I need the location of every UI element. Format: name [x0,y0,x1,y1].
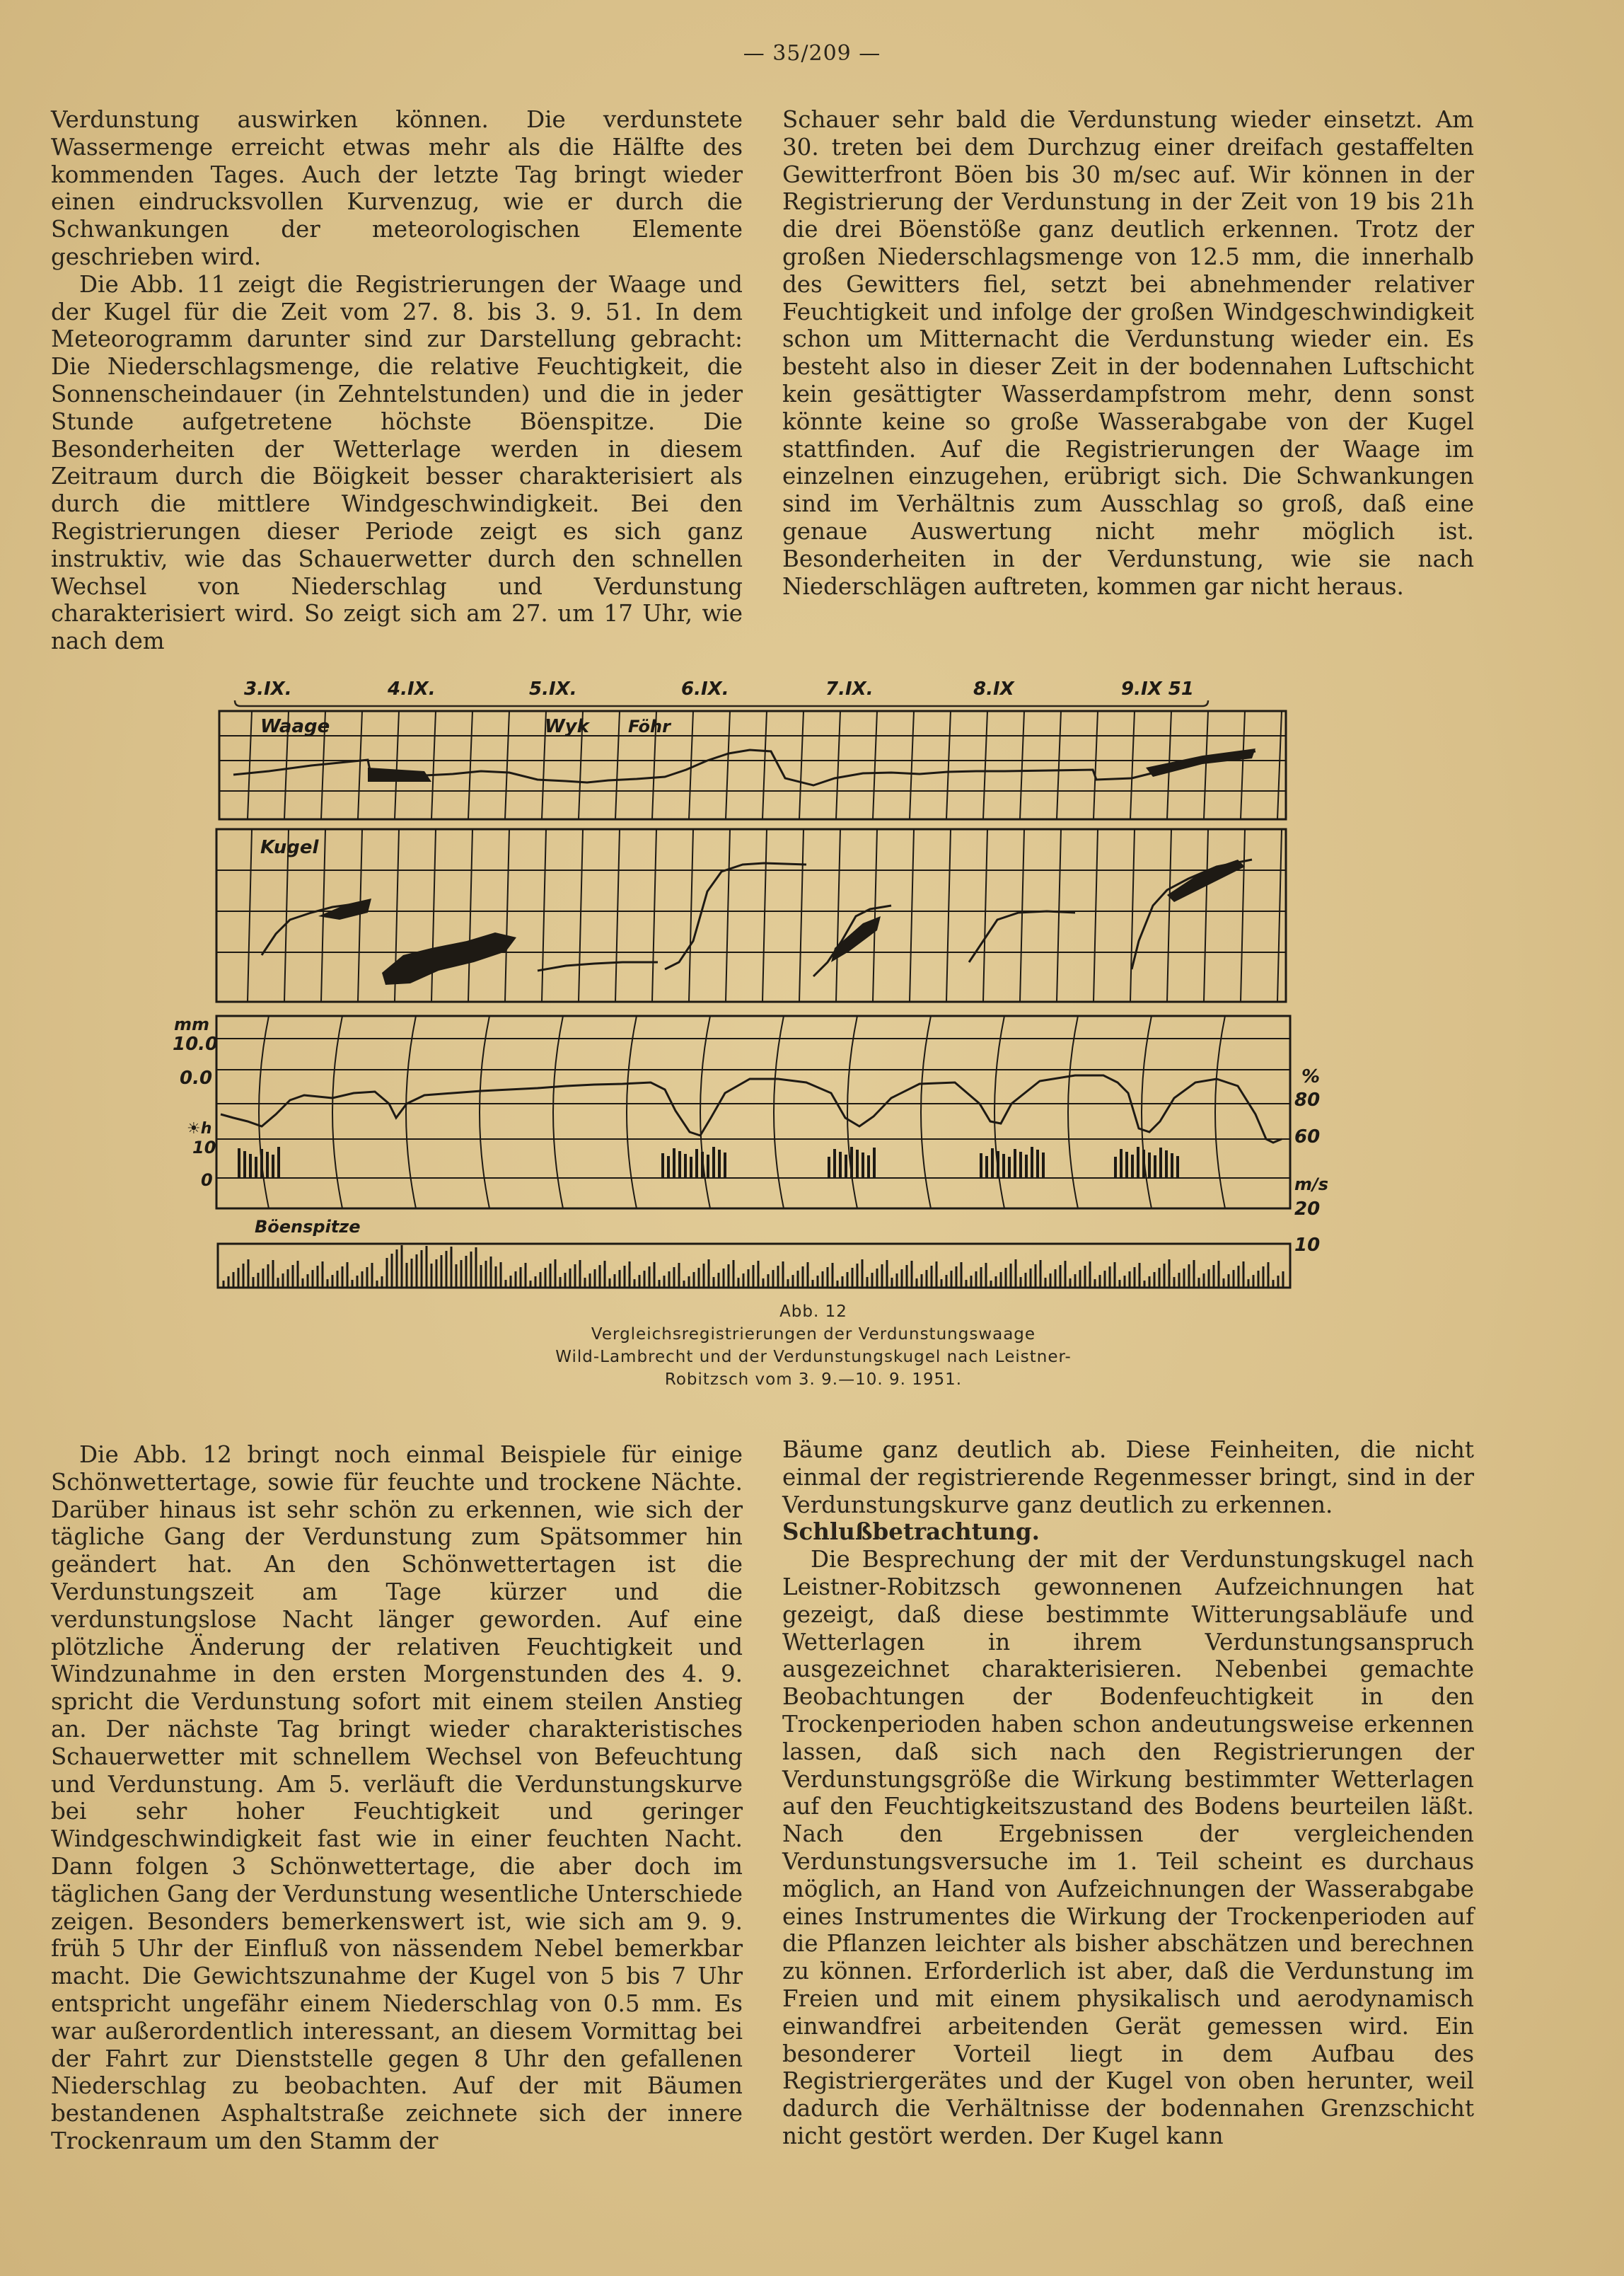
sunshine-bar [255,1157,257,1178]
sunshine-bar [272,1155,274,1178]
grid-line [1204,829,1208,1002]
grid-line [553,1016,563,1208]
grid-line [1241,829,1245,1002]
grid-line [332,1016,342,1208]
sunshine-bar [1137,1147,1139,1178]
sunshine-bar [1142,1150,1145,1178]
grid-line [983,711,987,819]
grid-line [1130,829,1135,1002]
grid-line [799,711,804,819]
grid-line [615,711,620,819]
sun-symbol: ☀h [187,1120,212,1138]
panel-label-waage: Waage [260,716,330,737]
sunshine-bar [678,1151,681,1178]
sunshine-bar [862,1153,864,1178]
grid-line [1241,711,1245,819]
sunshine-bar [867,1155,870,1178]
grid-line [689,711,693,819]
grid-line [1020,829,1024,1002]
sunshine-bar [695,1149,698,1178]
sunshine-bar [1125,1152,1128,1178]
grid-line [505,711,509,819]
grid-line [1215,1016,1225,1208]
grid-line [1130,711,1135,819]
grid-line [1068,1016,1078,1208]
axis-label-10: 10.0 [173,1034,219,1055]
sunshine-bar [1008,1157,1011,1178]
grid-line [468,829,472,1002]
sunshine-bar [980,1153,982,1178]
sunshine-bar [661,1153,664,1178]
grid-line [1094,829,1098,1002]
grid-line [468,711,472,819]
grid-line [1142,1016,1152,1208]
sunshine-bar [1154,1155,1156,1178]
grid-line [406,1016,416,1208]
grid-line [480,1016,489,1208]
grid-line [836,711,840,819]
panel-meteorogram [173,1015,1328,1237]
sunshine-bar [873,1148,876,1178]
sunshine-bar [997,1151,999,1178]
grid-line [946,829,951,1002]
axis-unit-percent: % [1301,1066,1321,1087]
section-heading: Schlußbetrachtung. [782,1518,1040,1546]
grid-line [762,711,767,819]
grid-line [627,1016,637,1208]
gust-bars [224,1245,1283,1288]
sunshine-bar [845,1155,847,1178]
axis-label-20: 20 [1294,1198,1321,1220]
panel-boenspitze [218,1235,1320,1288]
date-label: 7.IX. [825,678,874,700]
grid-line [762,829,767,1002]
paragraph: Bäume ganz deutlich ab. Diese Feinheiten, die nicht einmal der registrierende Regenmesser bringt, sind in der Verdunstungskurve ganz deutlich zu erkennen. [782,1436,1474,1518]
label-fohr: Föhr [628,717,671,736]
sunshine-bar [991,1148,994,1178]
sunshine-bar [1131,1155,1134,1178]
sunshine-bars [238,1147,1179,1178]
sunshine-bar [1014,1149,1016,1178]
grid-line [836,829,840,1002]
sunshine-bar [249,1154,252,1178]
sunshine-bar [1148,1153,1151,1178]
axis-unit-mm: mm [174,1015,210,1034]
date-label: 9.IX 51 [1121,678,1194,700]
sunshine-bar [1114,1157,1117,1178]
grid-line [1167,829,1171,1002]
sunshine-bar [1031,1147,1033,1178]
page-number: — 35/209 — [743,41,881,66]
grid-line [1057,711,1061,819]
sunshine-bar [856,1150,859,1178]
date-label: 4.IX. [388,678,436,700]
sunshine-bar [1159,1148,1162,1178]
sunshine-bar [724,1153,726,1178]
sun-label-0: 0 [201,1170,213,1190]
sunshine-bar [1165,1150,1168,1178]
figure-caption [354,1300,1273,1391]
caption-line: Vergleichsregistrierungen der Verdunstungswaage [591,1325,1036,1344]
paragraph: Die Abb. 11 zeigt die Registrierungen der Waage und der Kugel für die Zeit vom 27. 8. bis 3. 9. 51. In dem Meteorogramm darunter sind zur Darstellung gebracht: Die Niederschlagsmenge, die relative Feuchtigkeit, die Sonnenscheindauer (in Zehntelstunden) und die in jeder Stunde aufgetretene höchste Böenspitze. Die Besonderheiten der Wetterlage werden in diesem Zeitraum durch die Böigkeit besser charakterisiert als durch die mittlere Windgeschwindigkeit. Bei den Registrierungen dieser Periode zeigt es sich ganz instruktiv, wie das Schauerwetter durch den schnellen Wechsel von Niederschlag und Verdunstung charakterisiert wird. So zeigt sich am 27. um 17 Uhr, wie nach dem [51,270,743,655]
sunshine-bar [690,1157,692,1178]
grid-line [358,829,362,1002]
grid-line [542,829,546,1002]
sunshine-bar [243,1151,246,1178]
grid-line [1057,829,1061,1002]
grid-line [1020,711,1024,819]
sunshine-bar [1019,1152,1022,1178]
date-label: 6.IX. [681,678,729,700]
sunshine-bar [260,1149,263,1178]
caption-line: Robitzsch vom 3. 9.—10. 9. 1951. [664,1370,963,1389]
panel-label-boen: Böenspitze [255,1217,361,1237]
axis-label-60: 60 [1294,1126,1321,1148]
sunshine-bar [701,1152,704,1178]
text-column-bottom-left [51,1441,743,2155]
grid-line [726,711,730,819]
grid-line [799,829,804,1002]
axis-label-10-ms: 10 [1294,1235,1321,1256]
sunshine-bar [684,1154,687,1178]
grid-line [248,711,252,819]
panel-kugel [216,829,1286,1002]
grid-line [358,711,362,819]
text-column-bottom-right [782,1436,1474,2150]
grid-line [395,711,399,819]
grid-line [1204,711,1208,819]
sunshine-bar [1176,1156,1179,1178]
sunshine-bar [707,1155,709,1178]
date-label: 8.IX [973,678,1014,700]
grid-line [1277,829,1282,1002]
grid-line [910,711,914,819]
grid-line [1094,711,1098,819]
paragraph: Schauer sehr bald die Verdunstung wieder einsetzt. Am 30. treten bei dem Durchzug einer dreifach gestaffelten Gewitterfront Böen bis 30 m/sec auf. Wir können in der Registrierung der Verdunstung in der Zeit von 19 bis 21h die drei Böenstöße ganz deutlich erkennen. Trotz der großen Niederschlagsmenge von 12.5 mm, die innerhalb des Gewitters fiel, setzt bei abnehmender relativer Feuchtigkeit und infolge der großen Windgeschwindigkeit schon um Mitternacht die Verdunstung wieder ein. Es besteht also in dieser Zeit in der bodennahen Luftschicht kein gesättigter Wasserdampfstrom mehr, denn sonst könnte keine so große Wasserabgabe von der Kugel stattfinden. Auf die Registrierungen der Waage im einzelnen einzugehen, erübrigt sich. Die Schwankungen sind im Verhältnis zum Ausschlag so groß, daß eine genaue Auswertung nicht mehr möglich ist. Besonderheiten in der Verdunstung, wie sie nach Niederschlägen auftreten, kommen gar nicht heraus. [782,106,1474,600]
grid-line [946,711,951,819]
grid-line [726,829,730,1002]
grid-line [431,711,436,819]
grid-line [873,711,877,819]
sunshine-bar [850,1147,853,1178]
sunshine-bar [238,1148,240,1178]
caption-line: Wild-Lambrecht und der Verdunstungskugel nach Leistner- [555,1348,1072,1366]
grid-line [700,1016,710,1208]
sunshine-bar [1171,1153,1173,1178]
sunshine-bar [266,1152,269,1178]
sunshine-bar [833,1149,836,1178]
kugel-smudge [318,860,1245,985]
grid-line [921,1016,931,1208]
sunshine-bar [712,1147,715,1178]
sunshine-bar [985,1156,988,1178]
paragraph: Verdunstung auswirken können. Die verdunstete Wassermenge erreicht etwas mehr als die Hälfte des kommenden Tages. Auch der letzte Tag bringt wieder einen eindrucksvollen Kurvenzug, wie er durch die Schwankungen der meteorologischen Elemente geschrieben wird. [51,106,743,270]
sunshine-bar [673,1148,675,1178]
grid-line [579,829,583,1002]
sunshine-bar [1002,1154,1005,1178]
sunshine-bar [718,1150,721,1178]
date-label: 3.IX. [244,678,292,700]
grid-line [774,1016,784,1208]
sunshine-bar [277,1147,280,1178]
sunshine-bar [839,1152,842,1178]
grid-line [248,829,252,1002]
sunshine-bar [1120,1149,1123,1178]
sun-label-10: 10 [192,1138,216,1157]
date-labels [235,678,1208,706]
axis-label-0: 0.0 [180,1068,213,1089]
date-label: 5.IX. [529,678,577,700]
sunshine-bar [1036,1150,1039,1178]
panel-label-kugel: Kugel [260,837,319,858]
grid-line [259,1016,269,1208]
caption-label: Abb. 12 [779,1302,847,1321]
sunshine-bar [828,1157,830,1178]
grid-line [1277,711,1282,819]
sunshine-bar [1025,1155,1028,1178]
sunshine-bar [1042,1153,1045,1178]
grid-line [505,829,509,1002]
grid-line [652,829,656,1002]
paragraph: Die Abb. 12 bringt noch einmal Beispiele für einige Schönwettertage, sowie für feuchte und trockene Nächte. Darüber hinaus ist sehr schön zu erkennen, wie sich der tägliche Gang der Verdunstung zum Spätsommer hin geändert hat. An den Schönwettertagen ist die Verdunstungszeit am Tage kürzer und die verdunstungslose Nacht länger geworden. Auf eine plötzliche Änderung der relativen Feuchtigkeit und Windzunahme in den ersten Morgenstunden des 4. 9. spricht die Verdunstung sofort mit einem steilen Anstieg an. Der nächste Tag bringt wieder charakteristisches Schauerwetter mit schnellem Wechsel von Befeuchtung und Verdunstung. Am 5. verläuft die Verdunstungskurve bei sehr hoher Feuchtigkeit und geringer Windgeschwindigkeit fast wie in einer feuchten Nacht. Dann folgen 3 Schönwettertage, die aber doch im täglichen Gang der Verdunstung wesentliche Unterschiede zeigen. Besonders bemerkenswert ist, wie sich am 9. 9. früh 5 Uhr der Einfluß von nässendem Nebel bemerkbar macht. Die Gewichtszunahme der Kugel von 5 bis 7 Uhr entspricht ungefähr einem Niederschlag von 0.5 mm. Es war außerordentlich interessant, an diesem Vormittag bei der Fahrt zur Dienststelle gegen 8 Uhr den gefallenen Niederschlag zu beobachten. Auf der mit Bäumen bestandenen Asphaltstraße zeichnete sich der innere Trockenraum um den Stamm der [51,1441,743,2154]
sunshine-bar [667,1156,670,1178]
grid-line [983,829,987,1002]
grid-line [910,829,914,1002]
grid-line [847,1016,857,1208]
grid-line [994,1016,1004,1208]
grid-line [431,829,436,1002]
axis-unit-ms: m/s [1294,1174,1329,1194]
label-wyk: Wyk [545,716,589,737]
grid-line [689,829,693,1002]
paragraph: Die Besprechung der mit der Verdunstungskugel nach Leistner-Robitzsch gewonnenen Aufzeichnungen hat gezeigt, daß diese bestimmte Witterungsabläufe und Wetterlagen in ihrem Verdunstungsanspruch ausgezeichnet charakterisieren. Nebenbei gemachte Beobachtungen der Bodenfeuchtigkeit in den Trockenperioden haben schon andeutungsweise erkennen lassen, daß sich nach den Registrierungen der Verdunstungsgröße die Wirkung bestimmter Wetterlagen auf den Feuchtigkeitszustand des Bodens beurteilen läßt. Nach den Ergebnissen der vergleichenden Verdunstungsversuche im 1. Teil scheint es durchaus möglich, an Hand von Aufzeichnungen der Wasserabgabe eines Instrumentes die Wirkung der Trockenperioden auf die Pflanzen leichter als bisher abschätzen und berechnen zu können. Erforderlich ist aber, daß die Verdunstung im Freien und mit einem physikalisch und aerodynamisch einwandfrei arbeitenden Gerät gemessen wird. Ein besonderer Vorteil liegt in dem Aufbau des Registriergerätes und der Kugel von oben herunter, weil dadurch die Verhältnisse der bodennahen Grenzschicht nicht gestört werden. Der Kugel kann [782,1546,1474,2149]
panel-waage [219,711,1286,819]
grid-line [873,829,877,1002]
grid-line [615,829,620,1002]
axis-label-80: 80 [1294,1090,1321,1111]
humidity-curve [221,1075,1282,1143]
